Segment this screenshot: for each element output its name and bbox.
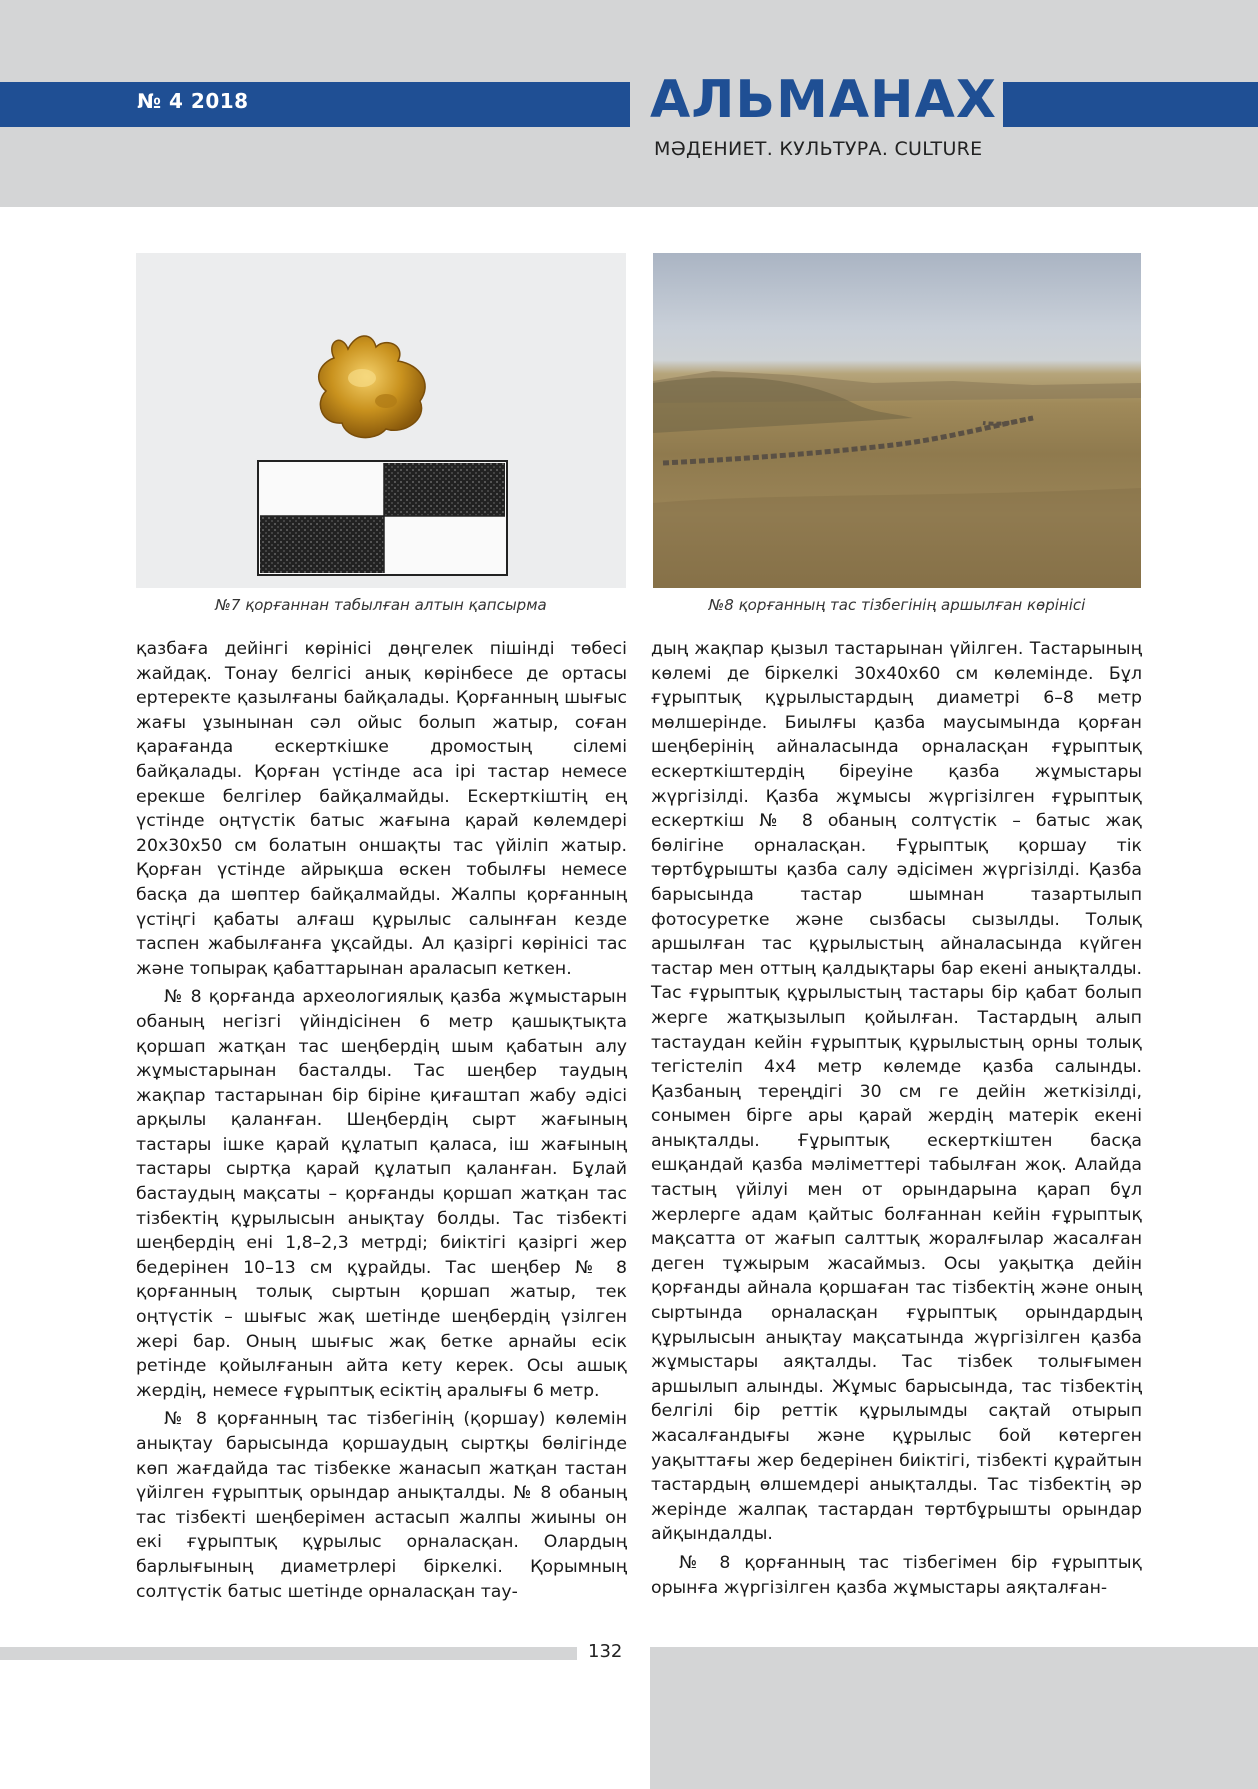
paragraph: дың жақпар қызыл тастарынан үйілген. Тастарының көлемі де біркелкі 30х40х60 см көлемінде. Бұл ғұрыптық құрылыстардың диаметрі 6–8 метр мөлшерінде. Биылғы қазба маусымында қорған шеңберінің айналасында орналасқан ғұрыптық ескерткіштердің біреуіне қазба жұмыстары жүргізілді. Қазба жұмысы жүргізілген ғұрыптық ескерткіш № 8 обаның солтүстік – батыс жақ бөлігіне орналасқан. Ғұрыптық қоршау тік төртбұрышты қазба салу әдісімен жүргізілді. Қазба барысында тастар шымнан тазартылып фотосуретке және сызбасы сызылды. Толық аршылған тас құрылыстың айналасында күйген тастар мен оттың қалдықтары бар екені анықталды. Тас ғұрыптық құрылыстың тастары бір қабат болып жерге жатқызылып қойылған. Тастардың алып тастаудан кейін ғұрыптық құрылыстың орны толық тегістеліп 4х4 метр көлемде қазба салынды. Қазбаның тереңдігі 30 см ге дейін жеткізілді, сонымен бірге ары қарай жердің матерік екені анықталды. Ғұрыптық ескерткіштен басқа ешқандай қазба мәліметтері табылған жоқ. Алайда тастың үйілуі мен от орындарына қарап бұл жерлерге адам қайтыс болғаннан кейін ғұрыптық мақсатта от жағып салттық жоралғылар жасалған деген тұжырым жасаймыз. Осы уақытқа дейін қорғанды айнала қоршаған тас тізбектің және оның сыртында орналасқан ғұрыптық орындардың құрылысын анықтау мақсатында жүргізілген қазба жұмыстары аяқталды. Тас тізбек толығымен аршылып алынды. Жұмыс барысында, тас тізбектің белгілі бір реттік құрылымды сақтай отырып жасалғандығы және құрылыс бой көтерген уақыттағы жер бедерінен биіктігі, тізбекті құрайтын тастардың өлшемдері анықталды. Тас тізбектің әр жерінде жалпақ тастардан төртбұрышты орындар айқындалды. <box>651 639 1142 1545</box>
header-bar-right <box>1003 82 1258 127</box>
figure-gold-buckle-photo <box>136 253 626 588</box>
figure-stone-ring-photo <box>653 253 1141 588</box>
text-column-left <box>136 637 627 1604</box>
text-column-right <box>651 637 1142 1600</box>
journal-subtitle: МӘДЕНИЕТ. КУЛЬТУРА. CULTURE <box>654 138 983 160</box>
page-number: 132 <box>588 1641 623 1662</box>
paragraph: № 8 қорғанда археологиялық қазба жұмыстарын обаның негізгі үйіндісінен 6 метр қашықтықта қоршап жатқан тас шеңбердің шым қабатын алу жұмыстарынан басталды. Тас шеңбер таудың жақпар тастарынан бір біріне қиғаштап жабу әдісі арқылы қаланған. Шеңбердің сырт жағының тастары ішке қарай құлатып қаласа, іш жағының тастары сыртқа қарай құлатып қаланған. Бұлай бастаудың мақсаты – қорғанды қоршап жатқан тас тізбектің құрылысын анықтау болды. Тас тізбекті шеңбердің ені 1,8–2,3 метрді; биіктігі қазіргі жер бедерінен 10–13 см құрайды. Тас шеңбер № 8 қорғанның толық сыртын қоршап жатыр, тек оңтүстік – шығыс жақ шетінде шеңбердің үзілген жері бар. Оның шығыс жақ бетке арнайы есік ретінде қойылғанын айта кету керек. Осы ашық жердің, немесе ғұрыптық есіктің аралығы 6 метр. <box>136 987 627 1401</box>
issue-number: № 4 2018 <box>137 89 249 113</box>
paragraph: № 8 қорғанның тас тізбегінің (қоршау) көлемін анықтау барысында қоршаудың сыртқы бөлігінде көп жағдайда тас тізбекке жанасып жатқан тастан үйілген ғұрыптық орындар анықталды. № 8 обаның тас тізбекті шеңберімен астасып жалпы жиыны он екі ғұрыптық құрылыс орналасқан. Олардың барлығының диаметрлері біркелкі. Қорымның солтүстік батыс шетінде орналасқан тау- <box>136 1409 627 1602</box>
figure-caption-left: №7 қорғаннан табылған алтын қапсырма <box>215 596 547 614</box>
footer-rule <box>0 1647 577 1660</box>
journal-title: АЛЬМАНАХ <box>650 70 997 130</box>
steppe-landscape-illustration <box>653 253 1141 588</box>
gold-buckle-illustration <box>136 253 626 588</box>
figure-caption-right: №8 қорғанның тас тізбегінің аршылған көрінісі <box>708 596 1086 614</box>
paragraph: № 8 қорғанның тас тізбегімен бір ғұрыптық орынға жүргізілген қазба жұмыстары аяқталған- <box>651 1552 1142 1598</box>
header-bar-left <box>0 82 630 127</box>
footer-block <box>650 1647 1258 1789</box>
paragraph: қазбаға дейінгі көрінісі дөңгелек пішінді төбесі жайдақ. Тонау белгісі анық көрінбесе де ортасы ертеректе қазылғаны байқалады. Қорғанның шығыс жағы ұзынынан сәл ойыс болып жатыр, соған қарағанда ескерткішке дромостың сілемі байқалады. Қорған үстінде аса ірі тастар немесе ерекше белгілер байқалмайды. Ескерткіштің ең үстінде оңтүстік батыс жағына қарай көлемдері 20х30х50 см болатын оншақты тас үйіліп жатыр. Қорған үстінде айрықша өскен тобылғы немесе басқа да шөптер байқалмайды. Жалпы қорғанның үстіңгі қабаты алғаш құрылыс салынған кезде таспен жабылғанға ұқсайды. Ал қазіргі көрінісі тас және топырақ қабаттарынан араласып кеткен. <box>136 639 627 979</box>
